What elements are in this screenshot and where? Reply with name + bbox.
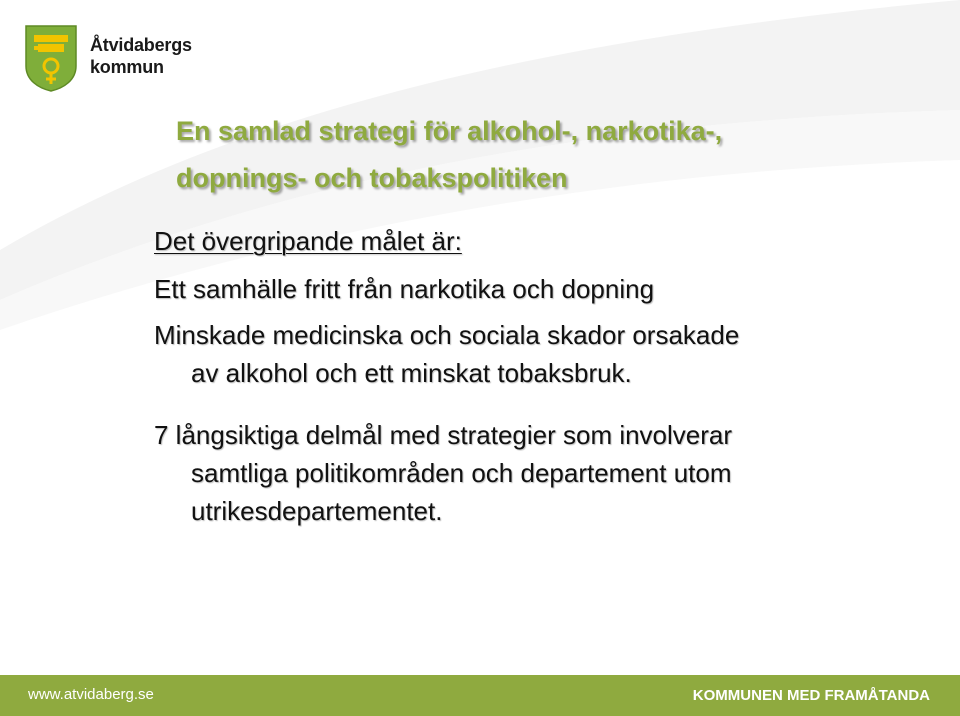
footer-bar [0,675,960,716]
logo-line-2: kommun [90,57,164,77]
slide-title-line-2: dopnings- och tobakspolitiken [176,163,568,193]
logo-wordmark [90,34,192,78]
slide-title-line-1: En samlad strategi för alkohol-, narkotika-, [176,116,723,146]
subgoals-line-3: utrikesdepartementet. [191,496,443,526]
municipality-logo [24,24,204,94]
logo-line-1: Åtvidabergs [90,35,192,55]
coat-of-arms-icon [24,24,78,92]
harm-reduction-line-1: Minskade medicinska och sociala skador orsakade [154,320,740,350]
subgoals-line-2: samtliga politikområden och departement utom [191,458,732,488]
subgoals-line-1: 7 långsiktiga delmål med strategier som involverar [154,420,733,450]
slide-title [176,108,876,202]
footer-tagline: KOMMUNEN MED FRAMÅTANDA [692,687,930,704]
overall-goal-heading: Det övergripande målet är: [154,226,462,256]
harm-reduction-paragraph [154,316,739,392]
goal-statement: Ett samhälle fritt från narkotika och dopning [154,274,655,304]
harm-reduction-line-2: av alkohol och ett minskat tobaksbruk. [191,358,632,388]
subgoals-paragraph [154,416,732,530]
footer-website-link[interactable]: www.atvidaberg.se [28,686,154,703]
